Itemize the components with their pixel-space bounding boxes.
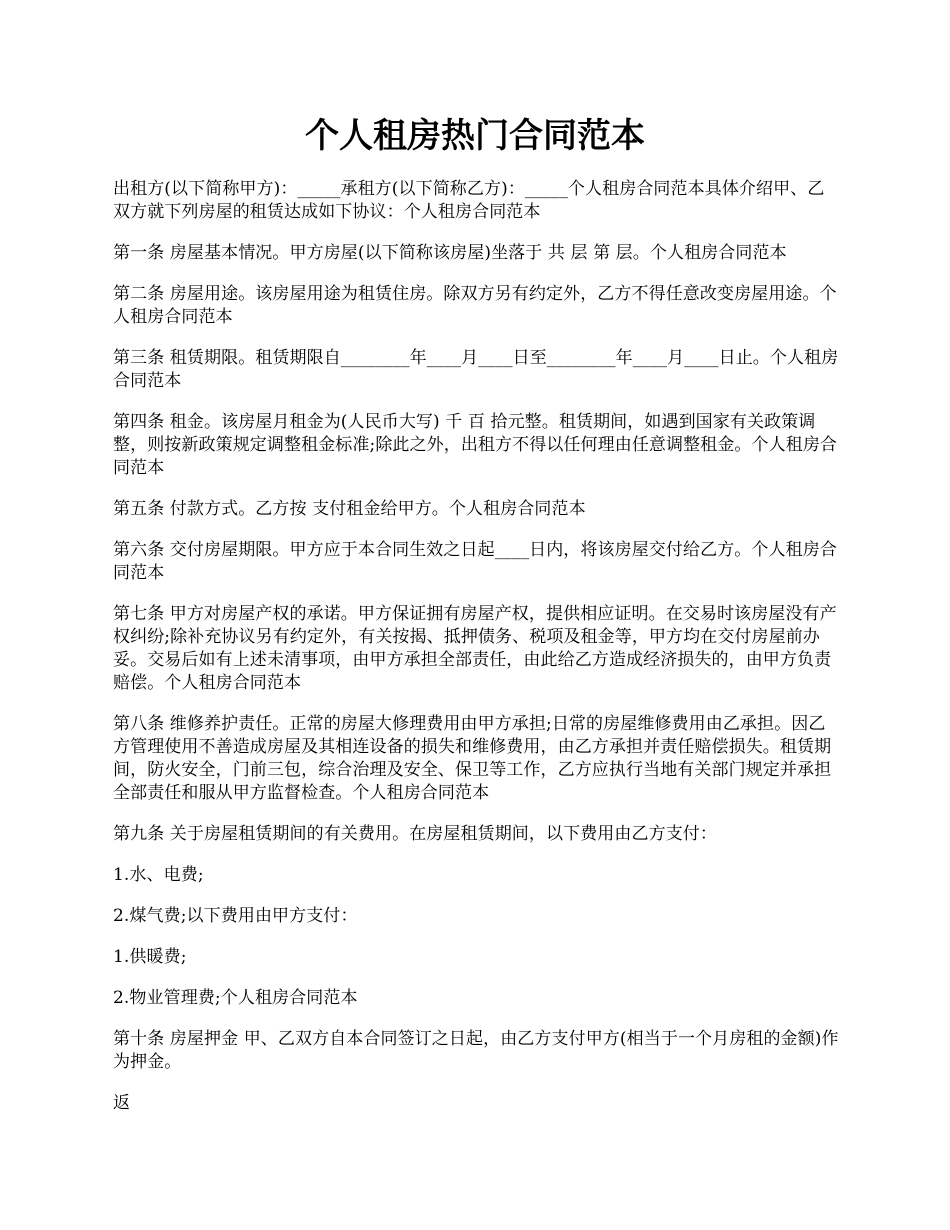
article-4-paragraph: 第四条 租金。该房屋月租金为(人民币大写) 千 百 拾元整。租赁期间，如遇到国家有关政策调整，则按新政策规定调整租金标准;除此之外，出租方不得以任何理由任意调整租金。个人租房合同范本 <box>113 412 838 478</box>
article-5-paragraph: 第五条 付款方式。乙方按 支付租金给甲方。个人租房合同范本 <box>113 499 586 519</box>
article-1-paragraph: 第一条 房屋基本情况。甲方房屋(以下简称该房屋)坐落于 共 层 第 层。个人租房合同范本 <box>113 243 787 263</box>
article-8-paragraph: 第八条 维修养护责任。正常的房屋大修理费用由甲方承担;日常的房屋维修费用由乙承担。因乙方管理使用不善造成房屋及其相连设备的损失和维修费用，由乙方承担并责任赔偿损失。租赁期间，防火安全，门前三包，综合治理及安全、保卫等工作，乙方应执行当地有关部门规定并承担全部责任和服从甲方监督检查。个人租房合同范本 <box>113 714 832 803</box>
article-10-paragraph: 第十条 房屋押金 甲、乙双方自本合同签订之日起，由乙方支付甲方(相当于一个月房租的金额)作为押金。 <box>113 1029 839 1072</box>
intro-paragraph: 出租方(以下简称甲方)：_____承租方(以下简称乙方)：_____个人租房合同范本具体介绍甲、乙双方就下列房屋的租赁达成如下协议：个人租房合同范本 <box>113 179 825 222</box>
list-item: 1.水、电费; <box>113 865 204 885</box>
document-body <box>113 178 839 1133</box>
article-9-paragraph: 第九条 关于房屋租赁期间的有关费用。在房屋租赁期间，以下费用由乙方支付： <box>113 824 718 844</box>
article-3-paragraph: 第三条 租赁期限。租赁期限自________年____月____日至________年____月____日止。个人租房合同范本 <box>113 348 839 391</box>
list-item: 2.煤气费;以下费用由甲方支付： <box>113 906 358 926</box>
document-title: 个人租房热门合同范本 <box>305 116 645 156</box>
article-2-paragraph: 第二条 房屋用途。该房屋用途为租赁住房。除双方另有约定外，乙方不得任意改变房屋用途。个人租房合同范本 <box>113 284 837 327</box>
article-6-paragraph: 第六条 交付房屋期限。甲方应于本合同生效之日起____日内，将该房屋交付给乙方。个人租房合同范本 <box>113 540 837 583</box>
article-7-paragraph: 第七条 甲方对房屋产权的承诺。甲方保证拥有房屋产权，提供相应证明。在交易时该房屋没有产权纠纷;除补充协议另有约定外，有关按揭、抵押债务、税项及租金等，甲方均在交付房屋前办妥。交易后如有上述未清事项，由甲方承担全部责任，由此给乙方造成经济损失的，由甲方负责赔偿。个人租房合同范本 <box>113 604 837 693</box>
list-item: 2.物业管理费;个人租房合同范本 <box>113 988 358 1008</box>
list-item: 1.供暖费; <box>113 947 187 967</box>
trailing-text: 返 <box>113 1093 131 1113</box>
